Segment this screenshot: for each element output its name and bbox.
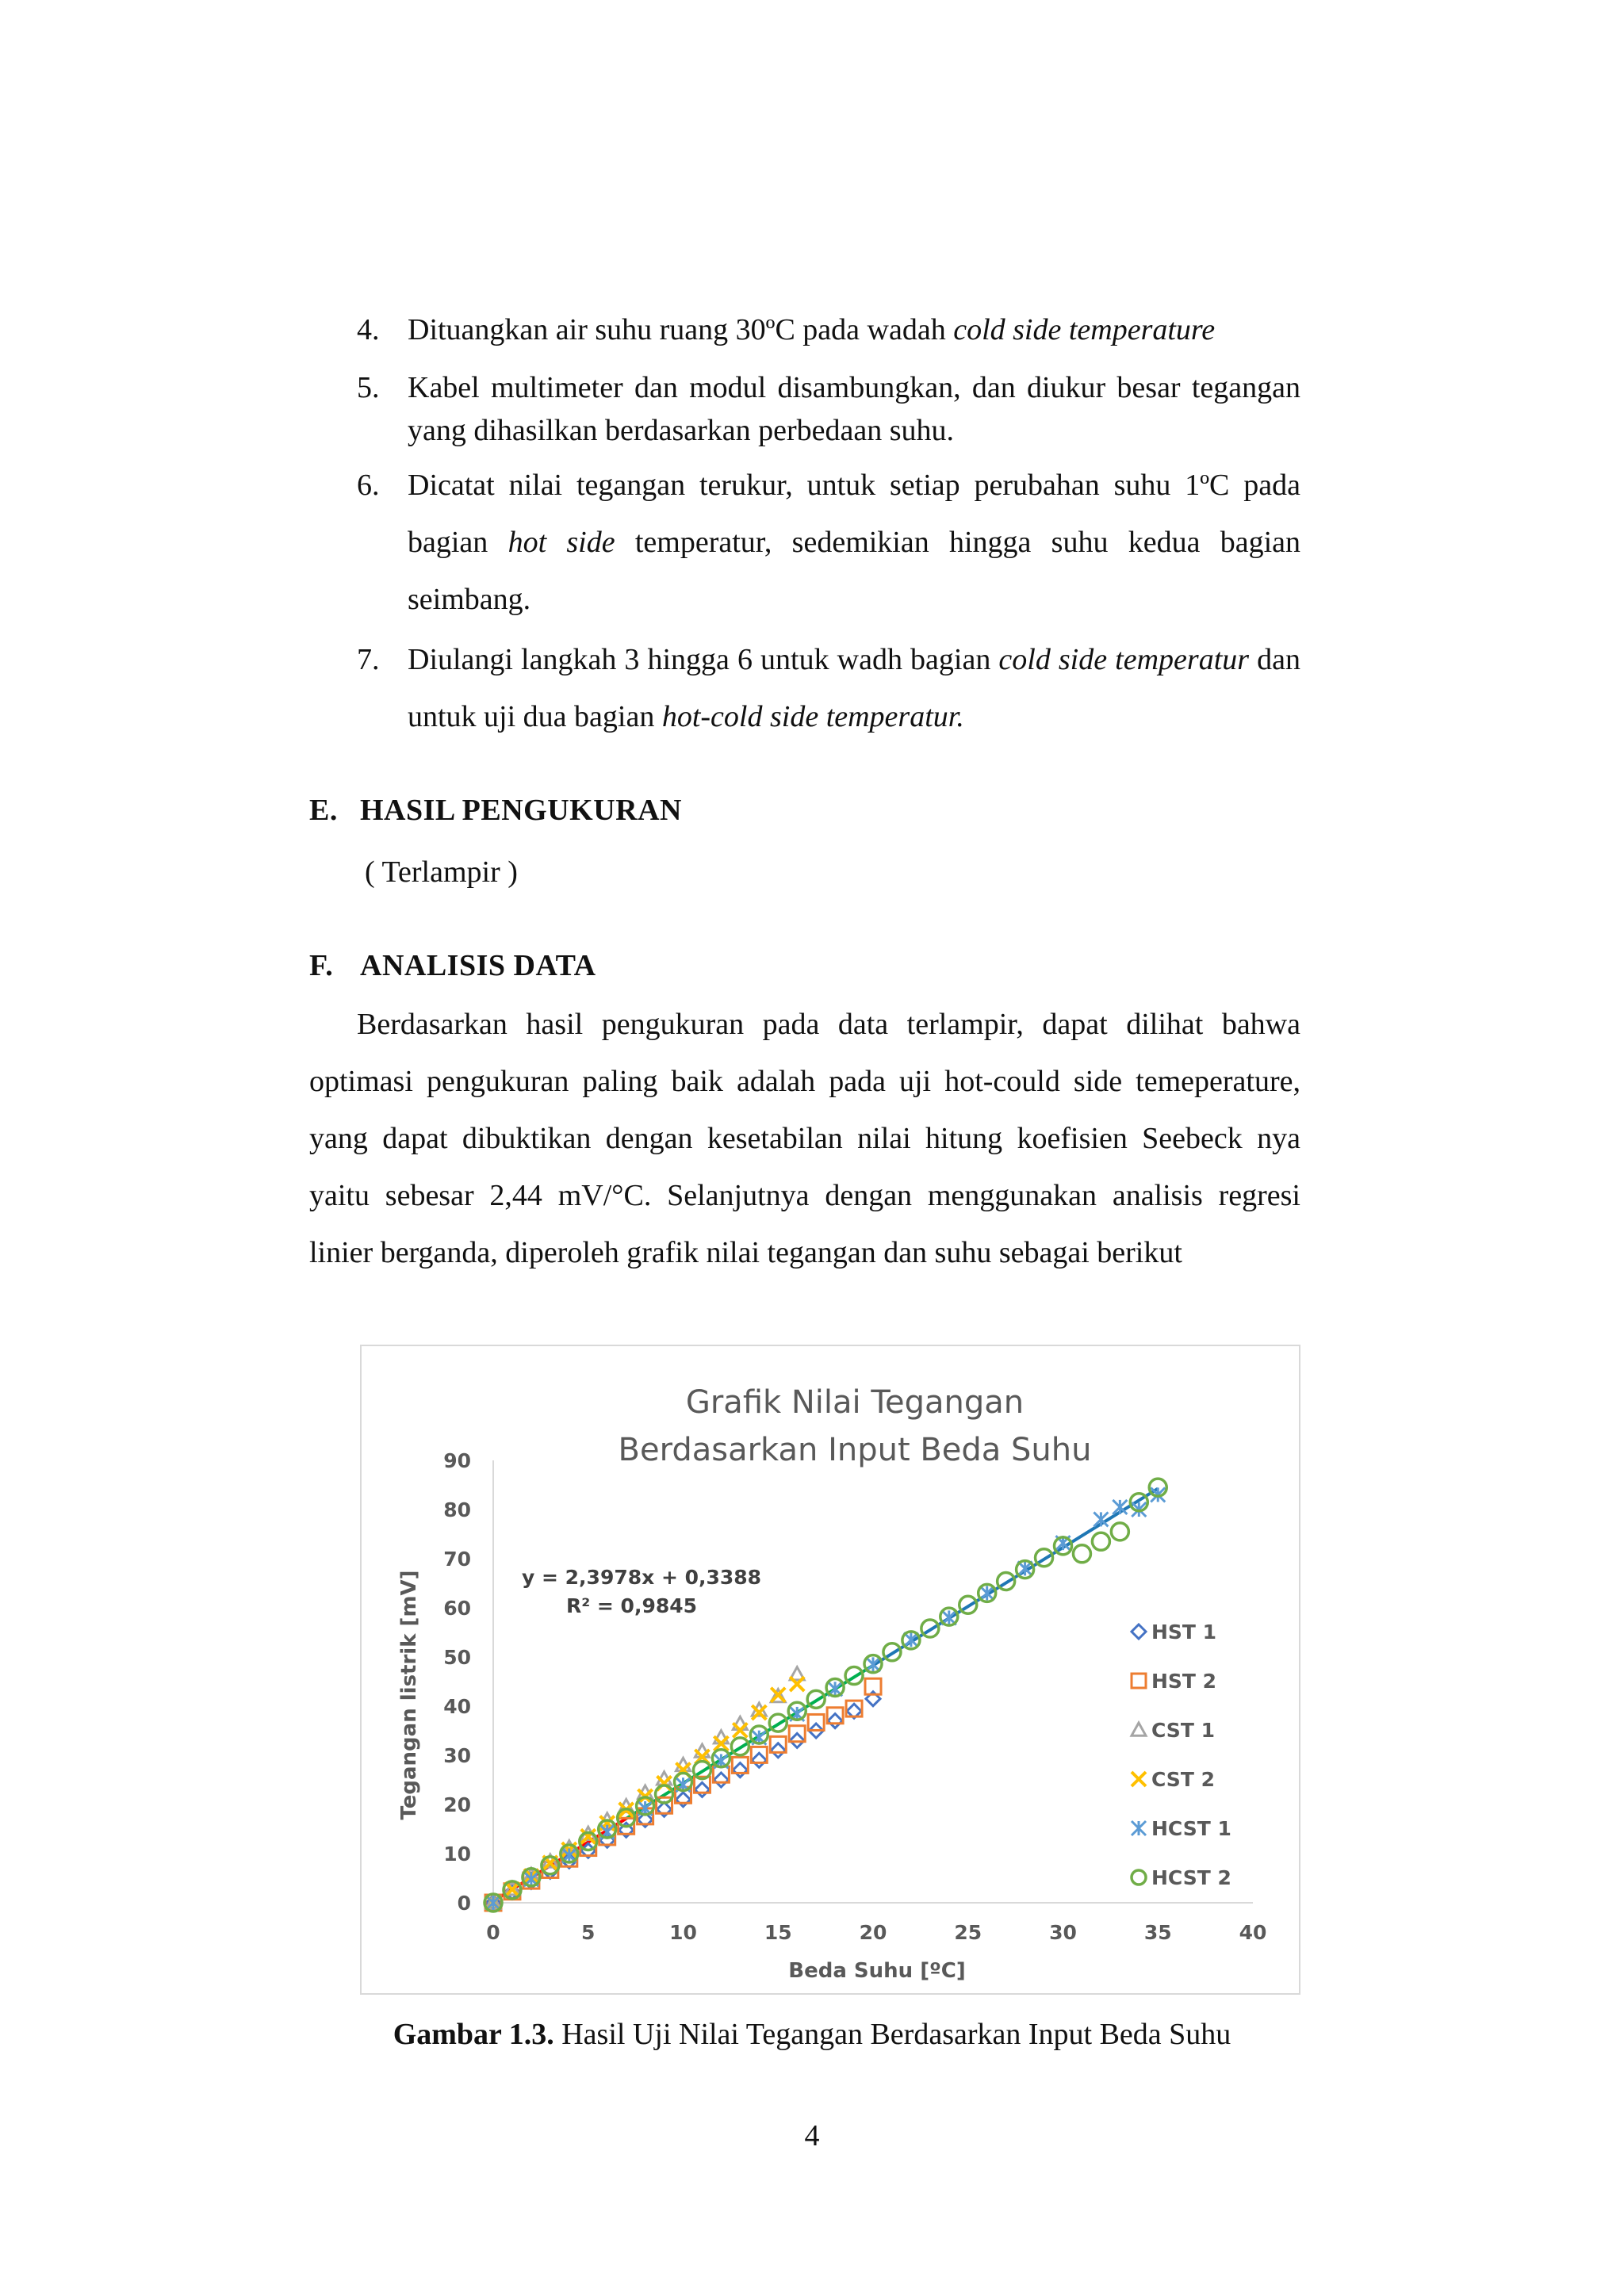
section-f-paragraph: Berdasarkan hasil pengukuran pada data terlampir, dapat dilihat bahwa optimasi pengukuran paling baik adalah pada uji hot-could side temeperature, yang dapat dibuktikan dengan kesetabilan nilai hitung koefisien Seebeck nya yaitu sebesar 2,44 mV/°C. Selanjutnya dengan menggunakan analisis regresi linier berganda, diperoleh grafik nilai tegangan dan suhu sebagai berikut	[309, 1008, 1300, 1269]
legend-marker	[1132, 1674, 1146, 1688]
data-point-hst-1	[828, 1714, 842, 1728]
y-tick-label: 90	[443, 1449, 471, 1472]
legend-marker	[1132, 1772, 1146, 1786]
x-tick-label: 40	[1239, 1921, 1267, 1944]
y-tick-label: 70	[443, 1548, 471, 1571]
data-point-hcst-2	[1111, 1523, 1128, 1540]
x-tick-label: 30	[1049, 1921, 1077, 1944]
list-number: 6.	[357, 469, 380, 502]
y-tick-label: 20	[443, 1793, 471, 1816]
legend-label: CST 2	[1151, 1768, 1215, 1791]
trend-line	[873, 1489, 1158, 1666]
legend-marker	[1132, 1723, 1146, 1735]
legend-label: HCST 2	[1151, 1866, 1231, 1889]
x-tick-label: 5	[581, 1921, 596, 1944]
data-point-hst-1	[714, 1773, 728, 1787]
y-tick-label: 80	[443, 1498, 471, 1521]
legend-label: HST 1	[1151, 1621, 1217, 1644]
section-e-note: ( Terlampir )	[365, 855, 518, 889]
legend-label: CST 1	[1151, 1719, 1215, 1742]
y-tick-label: 0	[457, 1892, 471, 1915]
x-tick-label: 15	[764, 1921, 792, 1944]
x-axis-label: Beda Suhu [ºC]	[788, 1959, 966, 1983]
trend-equation: y = 2,3978x + 0,3388	[522, 1566, 762, 1589]
list-text: Diulangi langkah 3 hingga 6 untuk wadh bagian cold side temperatur dan untuk uji dua bagian hot-cold side temperatur.	[408, 643, 1300, 733]
scatter-chart	[362, 1346, 1299, 1993]
data-point-hcst-2	[1092, 1533, 1109, 1550]
section-heading-f: F. ANALISIS DATA	[309, 949, 596, 982]
data-point-hst-1	[695, 1782, 709, 1797]
y-tick-label: 60	[443, 1597, 471, 1620]
data-point-hcst-2	[1073, 1545, 1090, 1563]
list-number: 5.	[357, 371, 380, 404]
x-tick-label: 20	[859, 1921, 887, 1944]
list-text: Dituangkan air suhu ruang 30ºC pada wadah cold side temperature	[408, 313, 1216, 346]
data-point-hcst-1	[1113, 1500, 1127, 1514]
data-point-hst-1	[676, 1793, 691, 1807]
figure-caption: Gambar 1.3. Hasil Uji Nilai Tegangan Berdasarkan Input Beda Suhu	[393, 2018, 1231, 2051]
legend-label: HCST 1	[1151, 1817, 1231, 1840]
x-tick-label: 10	[669, 1921, 697, 1944]
x-tick-label: 35	[1143, 1921, 1172, 1944]
list-number: 4.	[357, 313, 380, 346]
list-text: Dicatat nilai tegangan terukur, untuk setiap perubahan suhu 1ºC pada bagian hot side temperatur, sedemikian hingga suhu kedua bagian seimbang.	[408, 469, 1300, 616]
chart-container	[360, 1345, 1300, 1995]
y-tick-label: 30	[443, 1744, 471, 1767]
x-tick-label: 0	[486, 1921, 500, 1944]
chart-title-line2: Berdasarkan Input Beda Suhu	[618, 1432, 1092, 1468]
list-number: 7.	[357, 643, 380, 676]
legend-marker	[1132, 1821, 1146, 1835]
y-tick-label: 10	[443, 1843, 471, 1866]
r-squared: R² = 0,9845	[566, 1594, 698, 1617]
page-number: 4	[804, 2119, 820, 2152]
y-tick-label: 50	[443, 1646, 471, 1669]
data-point-hst-1	[752, 1753, 766, 1767]
chart-title-line1: Grafik Nilai Tegangan	[685, 1384, 1025, 1421]
legend-marker	[1132, 1624, 1146, 1639]
y-tick-label: 40	[443, 1695, 471, 1718]
data-point-hst-1	[771, 1743, 785, 1758]
section-heading-e: E. HASIL PENGUKURAN	[309, 794, 682, 827]
y-axis-label: Tegangan listrik [mV]	[397, 1570, 421, 1820]
list-text: Kabel multimeter dan modul disambungkan, dan diukur besar tegangan yang dihasilkan berdasarkan perbedaan suhu.	[408, 371, 1300, 447]
legend-label: HST 2	[1151, 1670, 1217, 1693]
data-point-hst-1	[733, 1763, 747, 1777]
x-tick-label: 25	[954, 1921, 982, 1944]
legend-marker	[1132, 1870, 1146, 1885]
